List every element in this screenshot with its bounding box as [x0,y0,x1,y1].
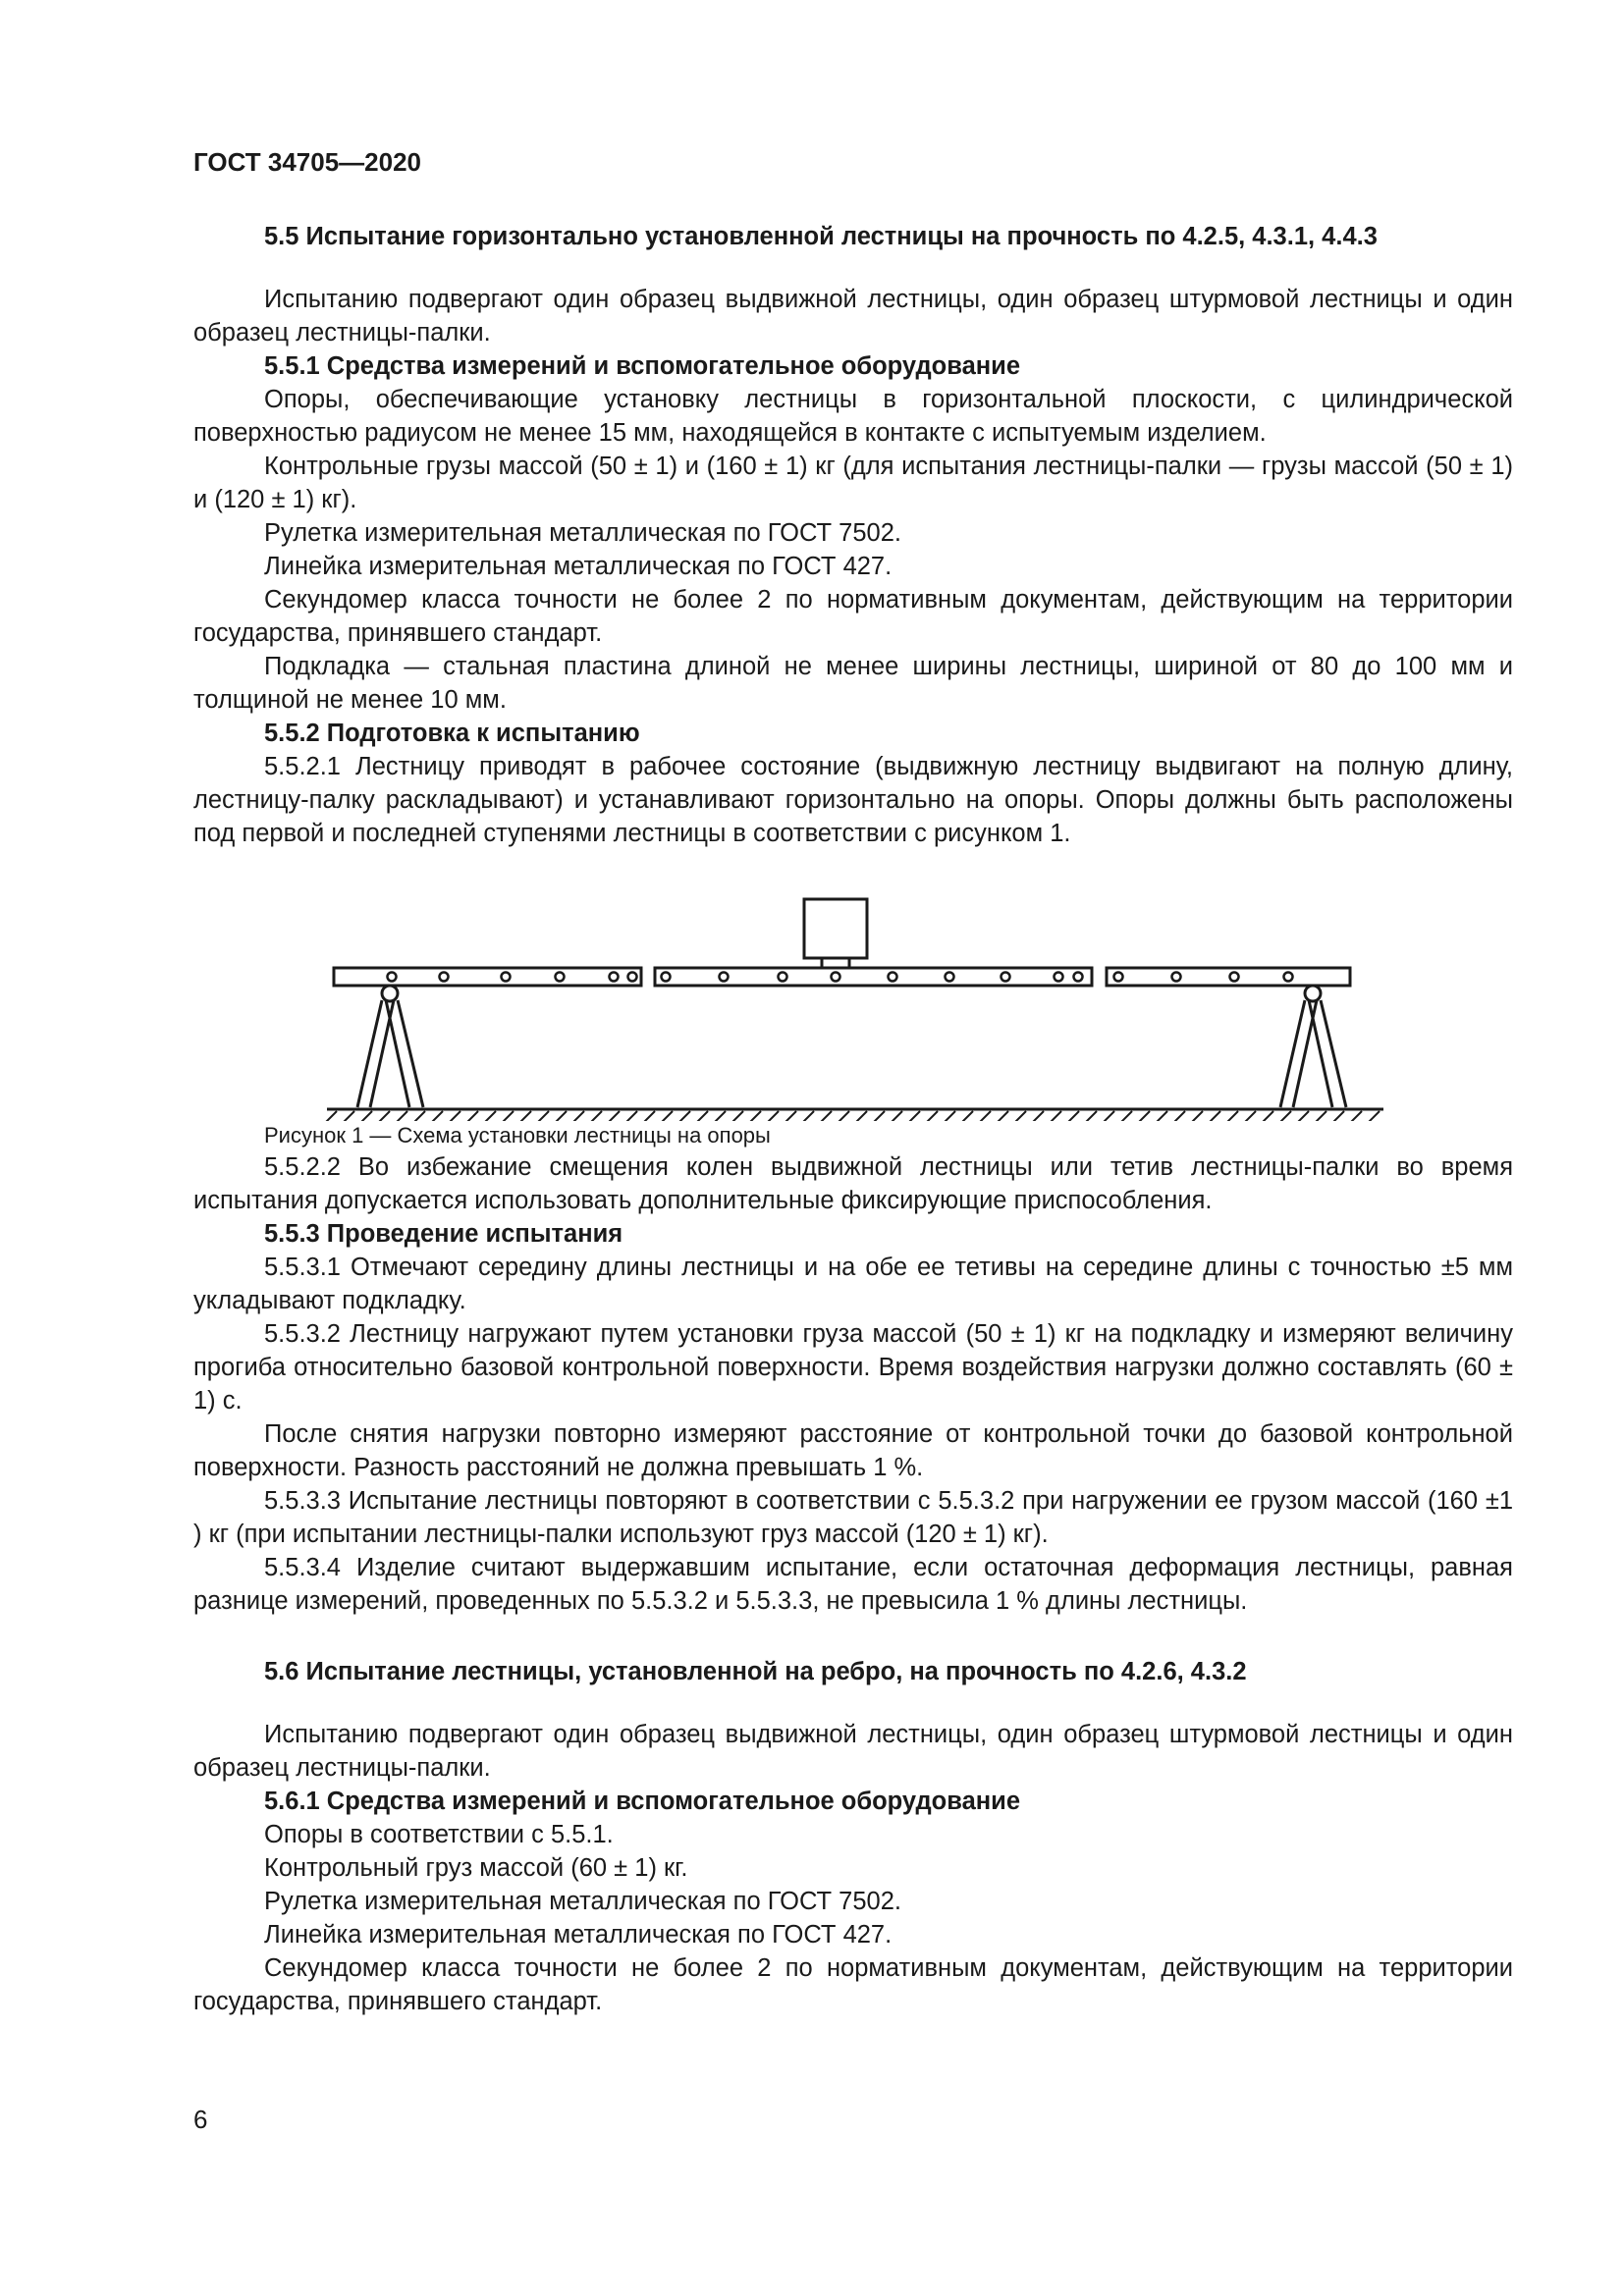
section-5-6-intro: Испытанию подвергают один образец выдвижной лестницы, один образец штурмовой лестницы и один образец лестницы-палки. [193,1721,1513,1782]
clause-5-5-3-2: 5.5.3.2 Лестницу нагружают путем установки груза массой (50 ± 1) кг на подкладку и измеряют величину прогиба относительно базовой контрольной поверхности. Время воздействия нагрузки должно составлять (60 ± 1) с. [193,1320,1513,1415]
section-5-5-title: 5.5 Испытание горизонтально установленной лестницы на прочность по 4.2.5, 4.3.1, 4.4.3 [264,223,1378,250]
figure-1 [193,895,1513,1121]
subsection-5-5-2-title: 5.5.2 Подготовка к испытанию [264,720,640,747]
ladder-segment-left [334,968,641,986]
clause-5-5-3-3: 5.5.3.3 Испытание лестницы повторяют в соответствии с 5.5.3.2 при нагружении ее грузом массой (160 ±1 ) кг (при испытании лестницы-палки используют груз массой (120 ± 1) кг). [193,1487,1513,1548]
clause-5-5-2-1: 5.5.2.1 Лестницу приводят в рабочее состояние (выдвижную лестницу выдвигают на полную длину, лестницу-палку раскладывают) и устанавливают горизонтально на опоры. Опоры должны быть расположены под первой и последней ступенями лестницы в соответствии с рисунком 1. [193,753,1513,847]
load-weight-box [804,899,867,958]
support-roller-left [382,986,398,1001]
ladder-on-supports-diagram [193,895,1513,1121]
equipment-item: Линейка измерительная металлическая по ГОСТ 427. [264,553,893,580]
clause-5-5-3-4: 5.5.3.4 Изделие считают выдержавшим испытание, если остаточная деформация лестницы, равная разнице измерений, проведенных по 5.5.3.2 и 5.5.3.3, не превысила 1 % длины лестницы. [193,1554,1513,1615]
equipment-item: Рулетка измерительная металлическая по ГОСТ 7502. [264,1888,901,1915]
ladder-segment-right [1107,968,1350,986]
subsection-5-5-3-title: 5.5.3 Проведение испытания [264,1220,623,1248]
equipment-item: Секундомер класса точности не более 2 по нормативным документам, действующим на территории государства, принявшего стандарт. [193,586,1513,647]
clause-5-5-2-2: 5.5.2.2 Во избежание смещения колен выдвижной лестницы или тетив лестницы-палки во время испытания допускается использовать дополнительные фиксирующие приспособления. [193,1153,1513,1214]
equipment-item: Подкладка — стальная пластина длиной не менее ширины лестницы, шириной от 80 до 100 мм и толщиной не менее 10 мм. [193,653,1513,714]
equipment-item: Опоры в соответствии с 5.5.1. [264,1821,614,1848]
clause-5-5-3-2-continued: После снятия нагрузки повторно измеряют расстояние от контрольной точки до базовой контрольной поверхности. Разность расстояний не должна превышать 1 %. [193,1420,1513,1481]
figure-1-caption: Рисунок 1 — Схема установки лестницы на опоры [264,1123,771,1148]
subsection-5-5-1-title: 5.5.1 Средства измерений и вспомогательное оборудование [264,352,1021,380]
equipment-item: Секундомер класса точности не более 2 по нормативным документам, действующим на территории государства, принявшего стандарт. [193,1954,1513,2015]
document-body [193,220,1513,2018]
ground-hatching [325,1111,1380,1121]
subsection-5-6-1-title: 5.6.1 Средства измерений и вспомогательное оборудование [264,1788,1021,1815]
section-5-6-title: 5.6 Испытание лестницы, установленной на ребро, на прочность по 4.2.6, 4.3.2 [264,1658,1247,1685]
equipment-item: Контрольные грузы массой (50 ± 1) и (160 ± 1) кг (для испытания лестницы-палки — грузы массой (50 ± 1) и (120 ± 1) кг). [193,453,1513,513]
equipment-item: Опоры, обеспечивающие установку лестницы в горизонтальной плоскости, с цилиндрической поверхностью радиусом не менее 15 мм, находящейся в контакте с испытуемым изделием. [193,386,1513,447]
equipment-item: Контрольный груз массой (60 ± 1) кг. [264,1854,688,1882]
equipment-item: Рулетка измерительная металлическая по ГОСТ 7502. [264,519,901,547]
ladder-rungs [388,973,1293,982]
equipment-item: Линейка измерительная металлическая по ГОСТ 427. [264,1921,893,1949]
clause-5-5-3-1: 5.5.3.1 Отмечают середину длины лестницы и на обе ее тетивы на середине длины с точностью ±5 мм укладывают подкладку. [193,1254,1513,1314]
document-header: ГОСТ 34705—2020 [193,147,421,177]
section-5-5-intro: Испытанию подвергают один образец выдвижной лестницы, один образец штурмовой лестницы и один образец лестницы-палки. [193,286,1513,347]
page-number: 6 [193,2105,208,2134]
support-roller-right [1305,986,1321,1001]
